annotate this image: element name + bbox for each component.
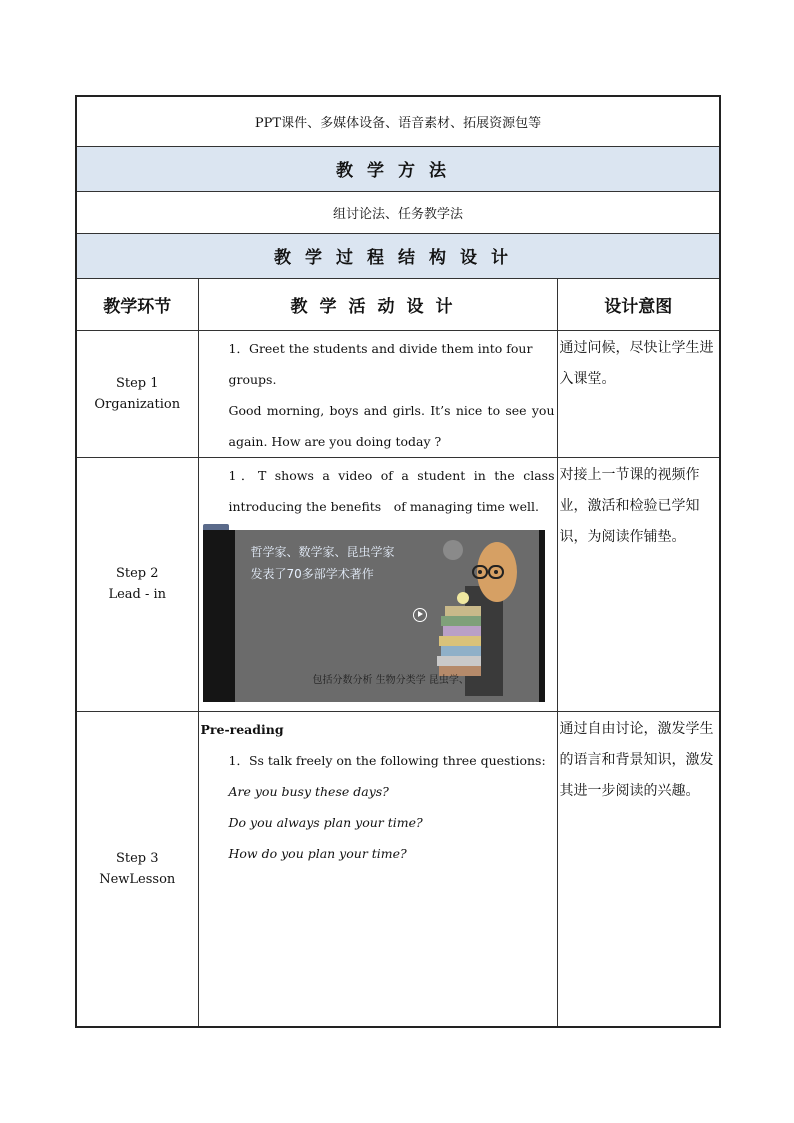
step-number: Step 1 (115, 375, 159, 391)
step-cell (76, 457, 198, 711)
video-player[interactable] (203, 530, 545, 702)
step-name: NewLesson (99, 871, 176, 887)
resources-text: PPT课件、多媒体设备、语音素材、拓展资源包等 (76, 96, 720, 146)
step-name: Lead - in (108, 587, 167, 602)
activity-line: 1．Ss talk freely on the following three questions: (228, 752, 546, 768)
video-caption-line1: 哲学家、数学家、昆虫学家 (250, 544, 395, 559)
step-cell (76, 711, 198, 1027)
step-number: Step 2 (115, 566, 159, 581)
intent-column-header: 设计意图 (557, 278, 720, 330)
question-item: Do you always plan your time? (228, 814, 423, 830)
activity-cell (198, 330, 557, 457)
method-heading-row (76, 146, 720, 191)
video-screen[interactable] (235, 530, 539, 702)
intent-cell: 通过自由讨论，激发学生的语言和背景知识，激发其进一步阅读的兴趣。 (557, 711, 720, 1027)
step-number: Step 3 (115, 850, 159, 866)
methods-row (76, 191, 720, 233)
method-heading: 教学方法 (76, 146, 720, 191)
section-label: Pre-reading (200, 721, 284, 737)
activity-cell (198, 457, 557, 711)
step-row (76, 330, 720, 457)
step-row (76, 457, 720, 711)
activity-cell (198, 711, 557, 1027)
video-letterbox-right (539, 530, 545, 702)
activity-line: 1．T shows a video of a student in the class introducing the benefits of managing time well. (228, 467, 555, 514)
video-letterbox-left (203, 530, 235, 702)
column-header-row (76, 278, 720, 330)
step-row (76, 711, 720, 1027)
intent-cell: 对接上一节课的视频作业，激活和检验已学知识，为阅读作铺垫。 (557, 457, 720, 711)
stage-column-header: 教学环节 (76, 278, 198, 330)
lesson-plan-table (75, 95, 721, 1028)
step-name: Organization (94, 396, 181, 412)
question-item: How do you plan your time? (228, 845, 407, 861)
question-item: Are you busy these days? (228, 783, 389, 799)
activity-line: Good morning, boys and girls. It’s nice to see you again. How are you doing today ? (228, 402, 555, 449)
activity-line: 1．Greet the students and divide them into four groups. (228, 340, 533, 387)
methods-text: 组讨论法、任务教学法 (76, 191, 720, 233)
intent-cell: 通过问候，尽快让学生进入课堂。 (557, 330, 720, 457)
process-heading-row (76, 233, 720, 278)
video-subtitle: 包括分数分析 生物分类学 昆虫学、 (312, 674, 469, 686)
play-icon[interactable] (413, 608, 427, 622)
step-cell (76, 330, 198, 457)
video-caption-line2: 发表了70多部学术著作 (250, 566, 374, 581)
resources-row (76, 96, 720, 146)
activity-column-header: 教学活动设计 (198, 278, 557, 330)
process-heading: 教学过程结构设计 (76, 233, 720, 278)
